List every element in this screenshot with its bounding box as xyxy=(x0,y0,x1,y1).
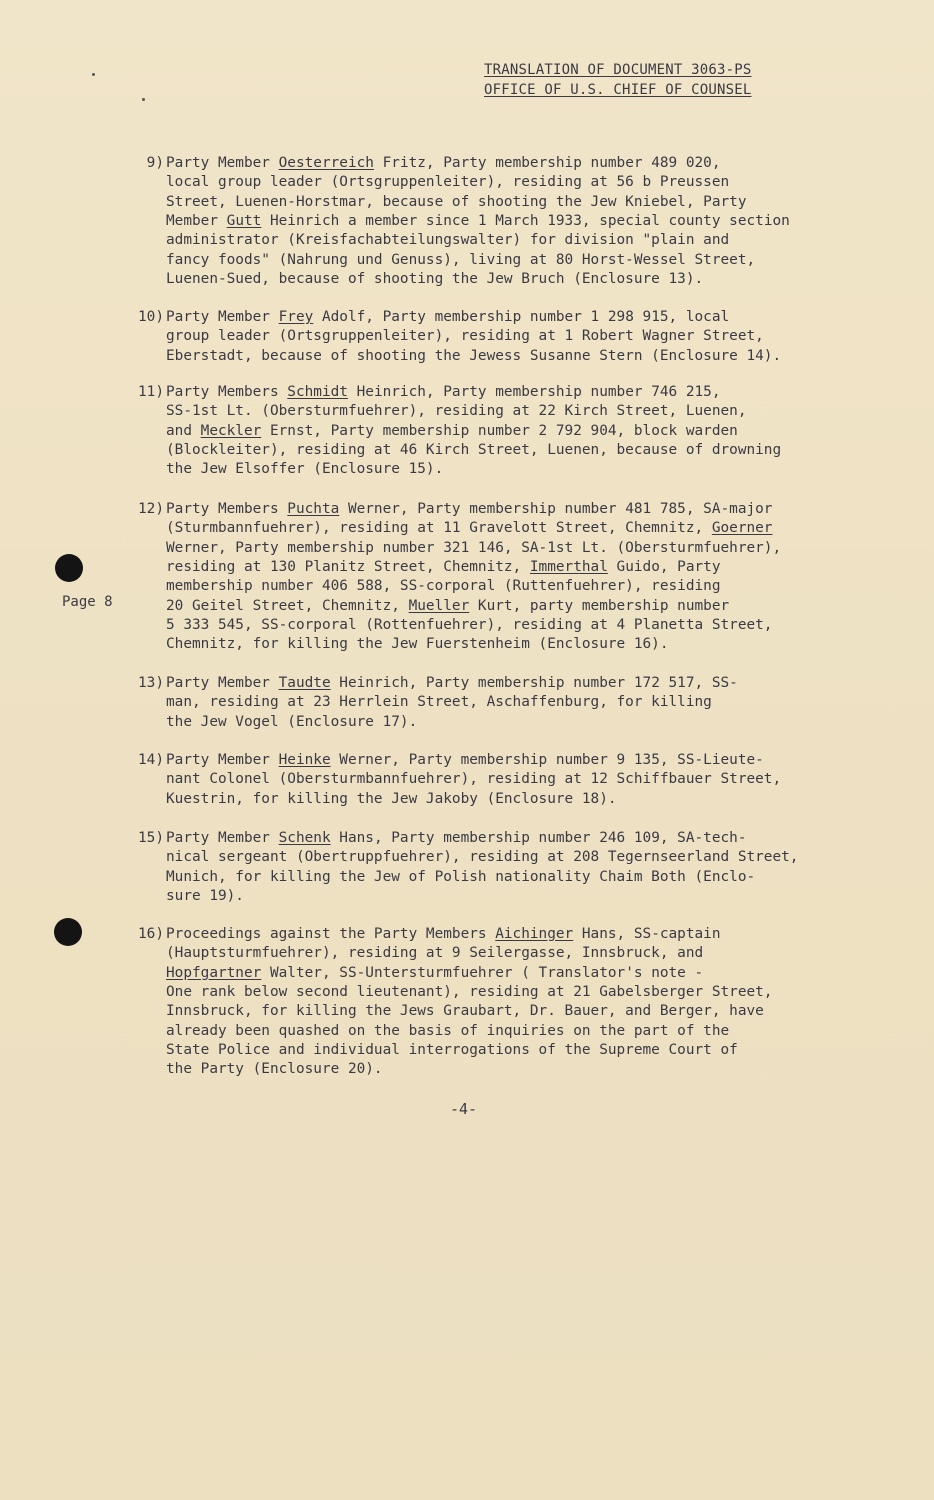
underlined-name: Gutt xyxy=(226,212,262,229)
underlined-name: Heinke xyxy=(278,752,331,768)
entry-line: Luenen-Sued, because of shooting the Jew Bruch (Enclosure 13). xyxy=(166,270,704,287)
entry-line: nical sergeant (Obertruppfuehrer), residing at 208 Tegernseerland Street, xyxy=(166,849,799,866)
underlined-name: Meckler xyxy=(200,422,262,439)
entry-line: Innsbruck, for killing the Jews Graubart, Dr. Bauer, and Berger, have xyxy=(166,1003,764,1020)
entry-line: Hopfgartner Walter, SS-Untersturmfuehrer ( Translator's note - xyxy=(166,964,704,981)
entry-number: 14) xyxy=(138,752,164,768)
entry-line: Party Member Oesterreich Fritz, Party membership number 489 020, xyxy=(166,155,721,171)
underlined-name: Immerthal xyxy=(529,558,608,575)
entry-line: man, residing at 23 Herrlein Street, Aschaffenburg, for killing xyxy=(166,694,712,711)
entry-line: 5 333 545, SS-corporal (Rottenfuehrer), residing at 4 Planetta Street, xyxy=(166,616,773,633)
entry-number: 16) xyxy=(138,926,164,942)
entry-line: administrator (Kreisfachabteilungswalter) for division "plain and xyxy=(166,232,730,249)
entry-line: Eberstadt, because of shooting the Jewess Susanne Stern (Enclosure 14). xyxy=(166,347,782,364)
entry-number: 9) xyxy=(146,155,164,171)
entry-line: Party Member Taudte Heinrich, Party membership number 172 517, SS- xyxy=(166,675,738,691)
entry-line: Munich, for killing the Jew of Polish nationality Chaim Both (Enclo- xyxy=(166,868,756,885)
underlined-name: Hopfgartner xyxy=(166,964,262,981)
entry-line: Party Members Puchta Werner, Party membership number 481 785, SA-major xyxy=(166,501,773,517)
entry-line: the Party (Enclosure 20). xyxy=(166,1061,383,1078)
entry-number: 12) xyxy=(138,501,164,517)
paper-speck xyxy=(92,73,95,76)
entry-line: local group leader (Ortsgruppenleiter), residing at 56 b Preussen xyxy=(166,174,730,191)
entry-line: Werner, Party membership number 321 146, SA-1st Lt. (Obersturmfuehrer), xyxy=(166,539,782,556)
entry-line: nant Colonel (Obersturmbannfuehrer), residing at 12 Schiffbauer Street, xyxy=(166,771,782,788)
entry-line: Member Gutt Heinrich a member since 1 March 1933, special county section xyxy=(166,212,790,229)
underlined-name: Schenk xyxy=(278,830,331,846)
entry-line: 20 Geitel Street, Chemnitz, Mueller Kurt, party membership number xyxy=(166,597,730,614)
entry-line: (Blockleiter), residing at 46 Kirch Street, Luenen, because of drowning xyxy=(166,441,782,458)
entry-number: 13) xyxy=(138,675,164,691)
entry-line: and Meckler Ernst, Party membership number 2 792 904, block warden xyxy=(166,422,738,439)
entry-line: One rank below second lieutenant), residing at 21 Gabelsberger Street, xyxy=(166,983,773,1000)
underlined-name: Mueller xyxy=(408,597,470,614)
entry-line: Kuestrin, for killing the Jew Jakoby (Enclosure 18). xyxy=(166,790,617,807)
entry-line: sure 19). xyxy=(166,887,244,904)
entry-line: (Sturmbannfuehrer), residing at 11 Gravelott Street, Chemnitz, Goerner xyxy=(166,520,773,537)
document-header xyxy=(484,60,752,100)
binder-hole-bottom xyxy=(54,918,82,946)
entry-line: Proceedings against the Party Members Aichinger Hans, SS-captain xyxy=(166,926,721,942)
page-number: -4- xyxy=(450,1100,478,1118)
underlined-name: Schmidt xyxy=(287,384,348,400)
entry-line: Party Member Frey Adolf, Party membership number 1 298 915, local xyxy=(166,309,730,325)
underlined-name: Taudte xyxy=(278,675,331,691)
entry-line: Party Member Heinke Werner, Party membership number 9 135, SS-Lieute- xyxy=(166,752,764,768)
binder-hole-top xyxy=(55,554,83,582)
entry-line: membership number 406 588, SS-corporal (Ruttenfuehrer), residing xyxy=(166,578,721,595)
underlined-name: Puchta xyxy=(287,501,340,517)
entry-line: fancy foods" (Nahrung und Genuss), living at 80 Horst-Wessel Street, xyxy=(166,251,756,268)
entry-line: residing at 130 Planitz Street, Chemnitz, Immerthal Guido, Party xyxy=(166,558,721,575)
entry-line: State Police and individual interrogations of the Supreme Court of xyxy=(166,1041,738,1058)
underlined-name: Frey xyxy=(278,309,314,325)
entry-line: group leader (Ortsgruppenleiter), residing at 1 Robert Wagner Street, xyxy=(166,328,764,345)
paper-speck xyxy=(142,98,145,101)
entry-line: Chemnitz, for killing the Jew Fuerstenheim (Enclosure 16). xyxy=(166,636,669,653)
underlined-name: Goerner xyxy=(711,520,773,537)
entry-line: the Jew Elsoffer (Enclosure 15). xyxy=(166,461,444,478)
header-line-2: OFFICE OF U.S. CHIEF OF COUNSEL xyxy=(484,82,752,98)
entry-number: 11) xyxy=(138,384,164,400)
underlined-name: Oesterreich xyxy=(278,155,374,171)
entry-number: 15) xyxy=(138,830,164,846)
underlined-name: Aichinger xyxy=(495,926,574,942)
entry-line: the Jew Vogel (Enclosure 17). xyxy=(166,713,418,730)
entry-line: Party Members Schmidt Heinrich, Party membership number 746 215, xyxy=(166,384,721,400)
entry-line: Party Member Schenk Hans, Party membership number 246 109, SA-tech- xyxy=(166,830,747,846)
entry-line: Street, Luenen-Horstmar, because of shooting the Jew Kniebel, Party xyxy=(166,193,747,210)
margin-page-note: Page 8 xyxy=(62,594,113,610)
entry-line: already been quashed on the basis of inquiries on the part of the xyxy=(166,1022,730,1039)
entry-line: (Hauptsturmfuehrer), residing at 9 Seilergasse, Innsbruck, and xyxy=(166,945,704,962)
header-line-1: TRANSLATION OF DOCUMENT 3063-PS xyxy=(484,62,752,78)
entry-line: SS-1st Lt. (Obersturmfuehrer), residing at 22 Kirch Street, Luenen, xyxy=(166,403,747,420)
entry-number: 10) xyxy=(138,309,164,325)
